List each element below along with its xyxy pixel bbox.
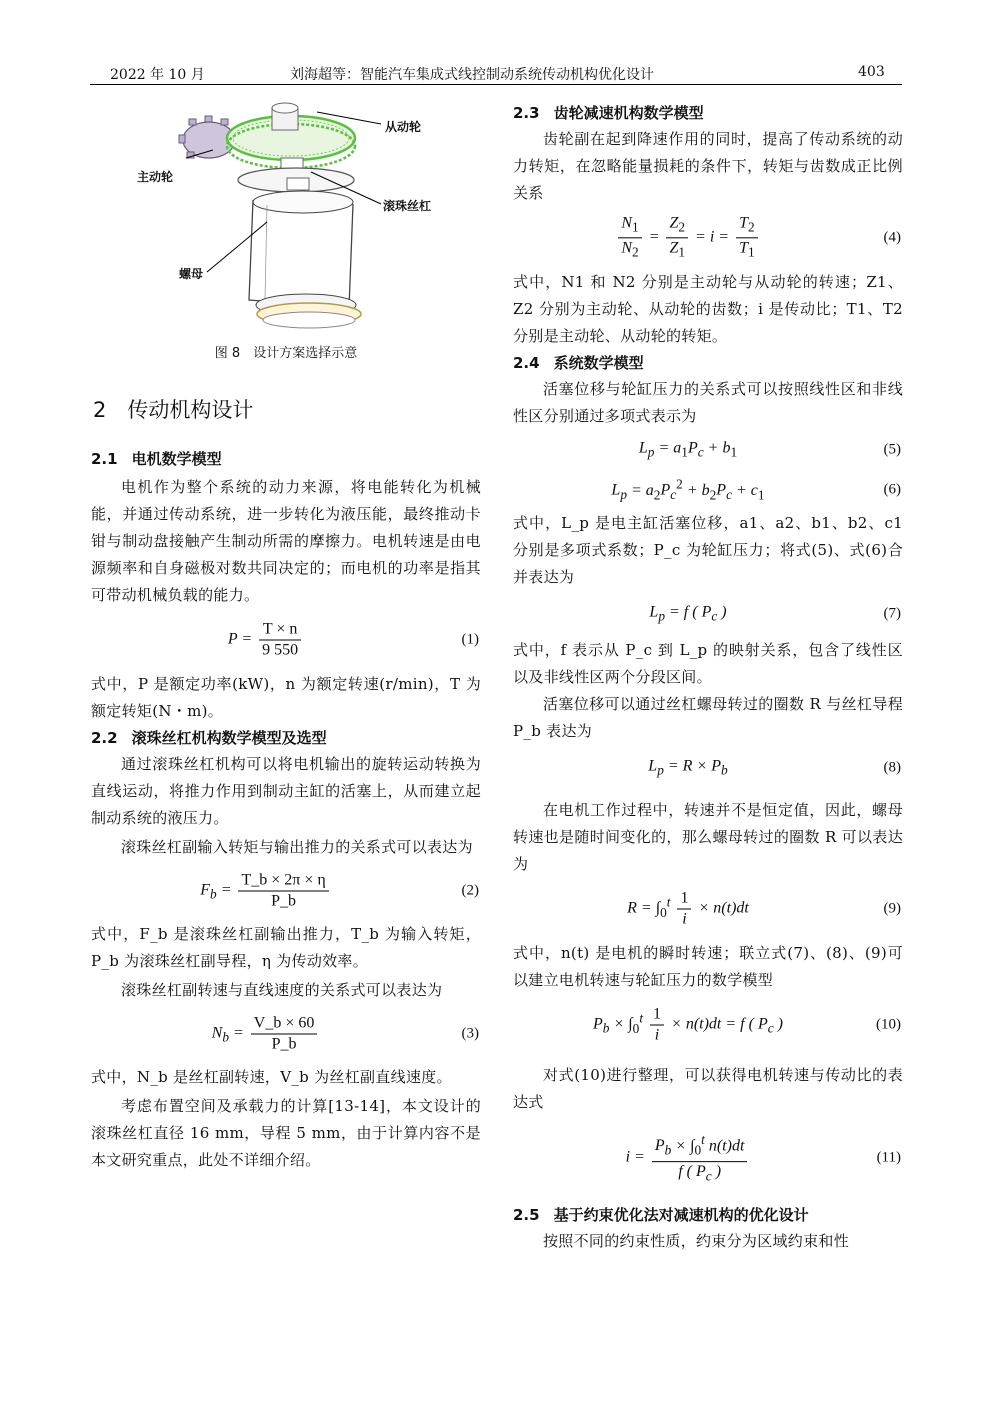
equation-4: $\frac{N_1}{N_2}$ = $\frac{Z_2}{Z_1}$ = i = $\frac{T_2}{T_1}$ (4): [513, 207, 903, 269]
figure-caption: 图 8 设计方案选择示意: [214, 346, 358, 361]
header-title: 刘海超等：智能汽车集成式线控制动系统传动机构优化设计: [290, 67, 654, 83]
header-date: 2022 年 10 月: [110, 67, 205, 83]
paragraph: 式中，P 是额定功率(kW)，n 为额定转速(r/min)，T 为额定转矩(N・m)。: [91, 675, 481, 720]
equation-9: $R = \int_0^t$ $\frac{1}{i}$ × n(t)dt (9): [627, 889, 901, 928]
paragraph: 式中，n(t) 是电机的瞬时转速；联立式(7)、(8)、(9)可以建立电机转速与轮缸压力的数学模型: [513, 944, 903, 989]
paragraph: 对式(10)进行整理，可以获得电机转速与传动比的表达式: [513, 1066, 903, 1111]
header-page-number: 403: [858, 64, 885, 80]
equation-1: P = $\frac{T \times n}{9 550}$ (1): [227, 620, 479, 659]
figure-8: [91, 100, 481, 361]
paragraph: 式中，L_p 是电主缸活塞位移，a1、a2、b1、b2、c1 分别是多项式系数；P_c 为轮缸压力；将式(5)、式(6)合并表达为: [513, 514, 903, 586]
paragraph: 通过滚珠丝杠机构可以将电机输出的旋转运动转换为直线运动，将推力作用到制动主缸的活塞上，从而建立起制动系统的液压力。: [91, 755, 481, 827]
paragraph: 考虑布置空间及承载力的计算[13-14]，本文设计的滚珠丝杠直径 16 mm，导程 5 mm，由于计算内容不是本文研究重点，此处不详细介绍。: [91, 1097, 481, 1169]
right-column: [513, 100, 903, 1255]
section-2-2-heading: 2.2 滚珠丝杠机构数学模型及选型: [91, 729, 327, 747]
equation-3: $N_b$ = $\frac{V\_b \times 60}{P\_b}$ (3): [211, 1014, 479, 1053]
gear-screw-illustration: [91, 100, 481, 338]
paragraph: 滚珠丝杠副输入转矩与输出推力的关系式可以表达为: [121, 838, 473, 856]
label-driven-gear: 从动轮: [385, 120, 422, 134]
paragraph: 齿轮副在起到降速作用的同时，提高了传动系统的动力转矩，在忽略能量损耗的条件下，转矩与齿数成正比例关系: [513, 130, 903, 202]
equation-5: $L_p = a_1P_c + b_1$ (5): [638, 439, 901, 460]
section-2-4-heading: 2.4 系统数学模型: [513, 354, 644, 372]
equation-8: $L_p = R \times P_b$ (8): [648, 757, 901, 778]
paragraph: 式中，N1 和 N2 分别是主动轮与从动轮的转速；Z1、Z2 分别为主动轮、从动轮的齿数；i 是传动比；T1、T2 分别是主动轮、从动轮的转矩。: [513, 273, 903, 345]
equation-11: i = $\frac{P_b \times \int_0^t n(t)dt}{f ( P_c )}$ (11): [625, 1132, 901, 1183]
section-2-1-heading: 2.1 电机数学模型: [91, 450, 222, 468]
paragraph: 活塞位移可以通过丝杠螺母转过的圈数 R 与丝杠导程 P_b 表达为: [513, 695, 903, 740]
section-2-3-heading: 2.3 齿轮减速机构数学模型: [513, 104, 704, 122]
paragraph: 滚珠丝杠副转速与直线速度的关系式可以表达为: [121, 981, 443, 999]
paragraph: 式中，F_b 是滚珠丝杠副输出推力，T_b 为输入转矩，P_b 为滚珠丝杠副导程，η 为传动效率。: [91, 925, 481, 970]
paragraph: 式中，f 表示从 P_c 到 L_p 的映射关系，包含了线性区以及非线性区两个分段区间。: [513, 641, 903, 686]
paragraph: 在电机工作过程中，转速并不是恒定值，因此，螺母转速也是随时间变化的，那么螺母转过的圈数 R 可以表达为: [513, 801, 903, 873]
equation-2: $F_b$ = $\frac{T\_b \times 2\pi \times \eta}{P\_b}$ (2): [200, 871, 479, 910]
section-2-5-heading: 2.5 基于约束优化法对减速机构的优化设计: [513, 1206, 809, 1224]
label-driving-gear: 主动轮: [137, 170, 174, 184]
paragraph: 按照不同的约束性质，约束分为区域约束和性: [543, 1232, 850, 1250]
equation-7: $L_p = f$ ( $P_c$ ) (7): [649, 603, 901, 624]
section-2-heading: 2 传动机构设计: [93, 398, 254, 422]
label-nut: 螺母: [179, 267, 204, 281]
left-column: [91, 100, 481, 1174]
label-ball-screw: 滚珠丝杠: [383, 199, 432, 213]
paragraph: 电机作为整个系统的动力来源，将电能转化为机械能，并通过传动系统，进一步转化为液压能，最终推动卡钳与制动盘接触产生制动所需的摩擦力。电机转速是由电源频率和自身磁极对数共同决定的；而电机的功率是指其可带动机械负载的能力。: [91, 478, 481, 604]
header-rule: [90, 84, 902, 85]
paragraph: 活塞位移与轮缸压力的关系式可以按照线性区和非线性区分别通过多项式表示为: [513, 380, 903, 425]
paragraph: 式中，N_b 是丝杠副转速，V_b 为丝杠副直线速度。: [91, 1068, 452, 1086]
equation-6: $L_p = a_2P_c^2 + b_2P_c + c_1$ (6): [611, 476, 901, 503]
equation-10: $P_b \times \int_0^t$ $\frac{1}{i}$ × n(t)dt = f ( $P_c$ ) (10): [593, 1005, 901, 1044]
